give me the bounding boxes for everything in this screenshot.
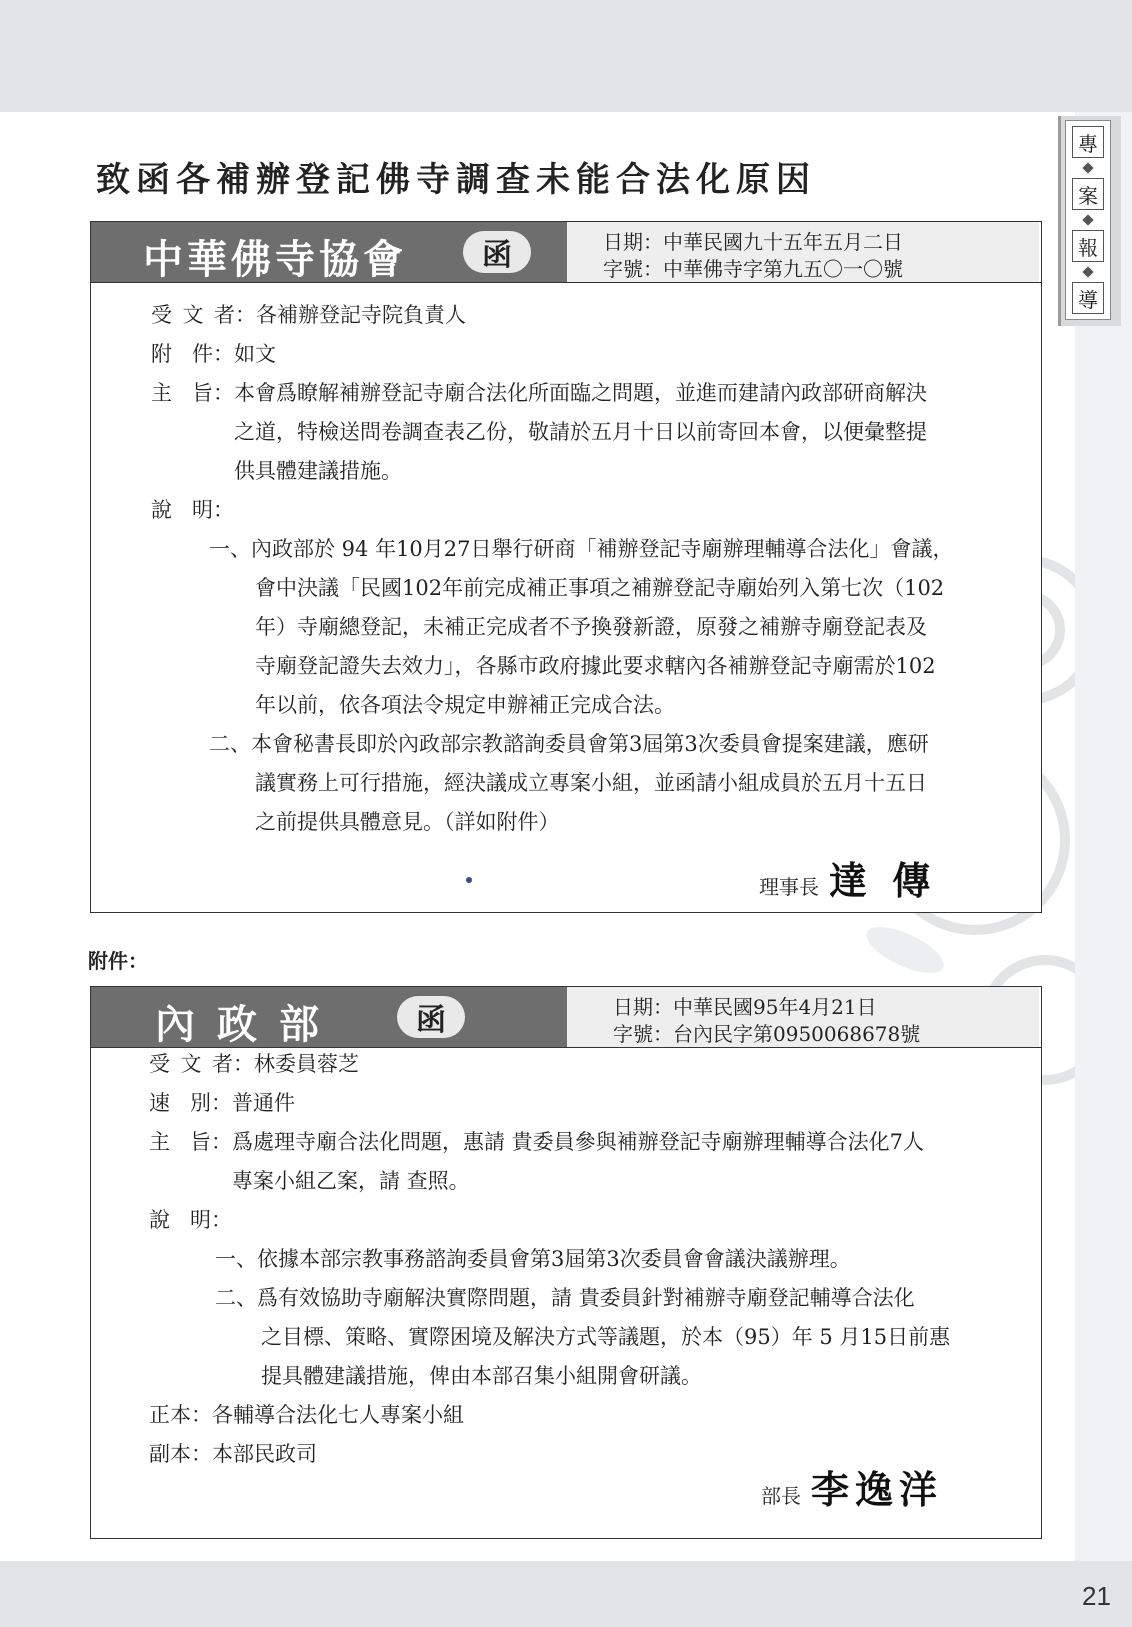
field-value: ：林委員蓉芝 — [233, 1052, 359, 1076]
field-label: 速別 — [149, 1091, 211, 1115]
explanation-line: 之目標、策略、實際困境及解決方式等議題，於本（95）年 5 月15日前惠 — [261, 1325, 951, 1349]
letter-meta — [567, 987, 1039, 1047]
section-tab-label — [1065, 120, 1111, 320]
field-value: ：如文 — [213, 342, 276, 366]
cc-main-row: 正本：各輔導合法化七人專案小組 — [149, 1403, 464, 1427]
section-tab-char: 導 — [1072, 282, 1104, 314]
signer-name: 達 傳 — [829, 858, 937, 903]
signer-title: 部長 — [761, 1484, 801, 1508]
explanation-item: 一、依據本部宗教事務諮詢委員會第3屆第3次委員會會議決議辦理。 — [215, 1247, 851, 1271]
cc-copy-row: 副本：本部民政司 — [149, 1442, 317, 1466]
diamond-icon — [1082, 214, 1093, 225]
field-value: ：各補辦登記寺院負責人 — [235, 303, 466, 327]
field-label: 說明 — [151, 498, 213, 522]
explanation-item: 一、內政部於 94 年10月27日舉行研商「補辦登記寺廟辦理輔導合法化」會議， — [209, 537, 954, 561]
letter-type-badge: 函 — [463, 231, 531, 273]
explanation-line: 年）寺廟總登記，未補正完成者不予換發新證，原發之補辦寺廟登記表及 — [255, 615, 927, 639]
bottom-band — [0, 1561, 1132, 1627]
speed-row — [149, 1084, 295, 1122]
explanation-item: 二、本會秘書長即於內政部宗教諮詢委員會第3屆第3次委員會提案建議，應研 — [209, 732, 929, 756]
letter-type-badge: 函 — [397, 996, 465, 1038]
ink-mark — [466, 877, 472, 883]
explanation-line: 之前提供具體意見。（詳如附件） — [255, 810, 560, 834]
section-tab-char: 案 — [1072, 178, 1104, 210]
top-band — [0, 0, 1132, 112]
issuer-name: 中華佛寺協會 — [143, 236, 407, 283]
letter-ministry-interior — [90, 986, 1042, 1539]
field-colon: ： — [213, 498, 234, 522]
explanation-line: 會中決議「民國102年前完成補正事項之補辦登記寺廟始列入第七次（102 — [255, 576, 945, 600]
letter-ref-number: 字號：台內民字第0950068678號 — [613, 1022, 921, 1046]
explanation-line: 議實務上可行措施，經決議成立專案小組，並函請小組成員於五月十五日 — [255, 771, 927, 795]
section-tab-char: 報 — [1072, 230, 1104, 262]
field-label: 主旨 — [149, 1130, 211, 1154]
letter-buddhist-association — [90, 221, 1042, 913]
issuer-name: 內政部 — [155, 1001, 341, 1048]
explanation-line: 提具體建議措施，俾由本部召集小組開會研議。 — [261, 1364, 702, 1388]
diamond-icon — [1082, 266, 1093, 277]
side-strip — [1075, 112, 1132, 1561]
page-number: 21 — [1082, 1581, 1111, 1611]
explanation-line: 年以前，依各項法令規定申辦補正完成合法。 — [255, 693, 675, 717]
field-label: 受文者 — [149, 1052, 233, 1076]
attachment-row — [151, 335, 276, 373]
field-label: 說明 — [149, 1208, 211, 1232]
subject-line: 專案小組乙案，請 查照。 — [232, 1169, 470, 1193]
subject-row — [149, 1123, 924, 1161]
diamond-icon — [1082, 162, 1093, 173]
subject-line: 供具體建議措施。 — [234, 459, 402, 483]
signature-block — [759, 850, 936, 905]
letter-date: 日期：中華民國95年4月21日 — [613, 995, 877, 1019]
field-label: 受文者 — [151, 303, 235, 327]
field-label: 主旨 — [151, 381, 213, 405]
field-label: 附件 — [151, 342, 213, 366]
field-colon: ： — [211, 1208, 232, 1232]
field-value: ：爲處理寺廟合法化問題，惠請 貴委員參與補辦登記寺廟辦理輔導合法化7人 — [211, 1130, 925, 1154]
letter-meta — [567, 222, 1039, 282]
explanation-row — [149, 1201, 232, 1239]
section-tab-char: 專 — [1072, 126, 1104, 158]
field-value: ：本會爲瞭解補辦登記寺廟合法化所面臨之問題，並進而建請內政部研商解決 — [213, 381, 927, 405]
letter-date: 日期：中華民國九十五年五月二日 — [603, 230, 903, 254]
recipient-row — [149, 1045, 359, 1083]
letter-header-banner — [91, 987, 567, 1047]
page-title: 致函各補辦登記佛寺調查未能合法化原因 — [96, 160, 816, 200]
field-value: ：普通件 — [211, 1091, 295, 1115]
explanation-item: 二、爲有效協助寺廟解決實際問題，請 貴委員針對補辦寺廟登記輔導合法化 — [215, 1286, 915, 1310]
letter-header — [91, 222, 1041, 283]
letter-ref-number: 字號：中華佛寺字第九五〇一〇號 — [603, 257, 903, 281]
explanation-row — [151, 491, 234, 529]
signer-title: 理事長 — [759, 875, 819, 899]
subject-row — [151, 374, 927, 412]
attachment-label: 附件： — [88, 951, 148, 973]
explanation-line: 寺廟登記證失去效力」，各縣市政府據此要求轄內各補辦登記寺廟需於102 — [255, 654, 936, 678]
section-tab — [1058, 116, 1121, 326]
signer-name: 李逸洋 — [811, 1467, 944, 1512]
signature-block — [761, 1459, 943, 1514]
subject-line: 之道，特檢送問卷調查表乙份，敬請於五月十日以前寄回本會，以便彙整提 — [234, 420, 927, 444]
recipient-row — [151, 296, 466, 334]
letter-header — [91, 987, 1041, 1048]
letter-header-banner — [91, 222, 567, 282]
